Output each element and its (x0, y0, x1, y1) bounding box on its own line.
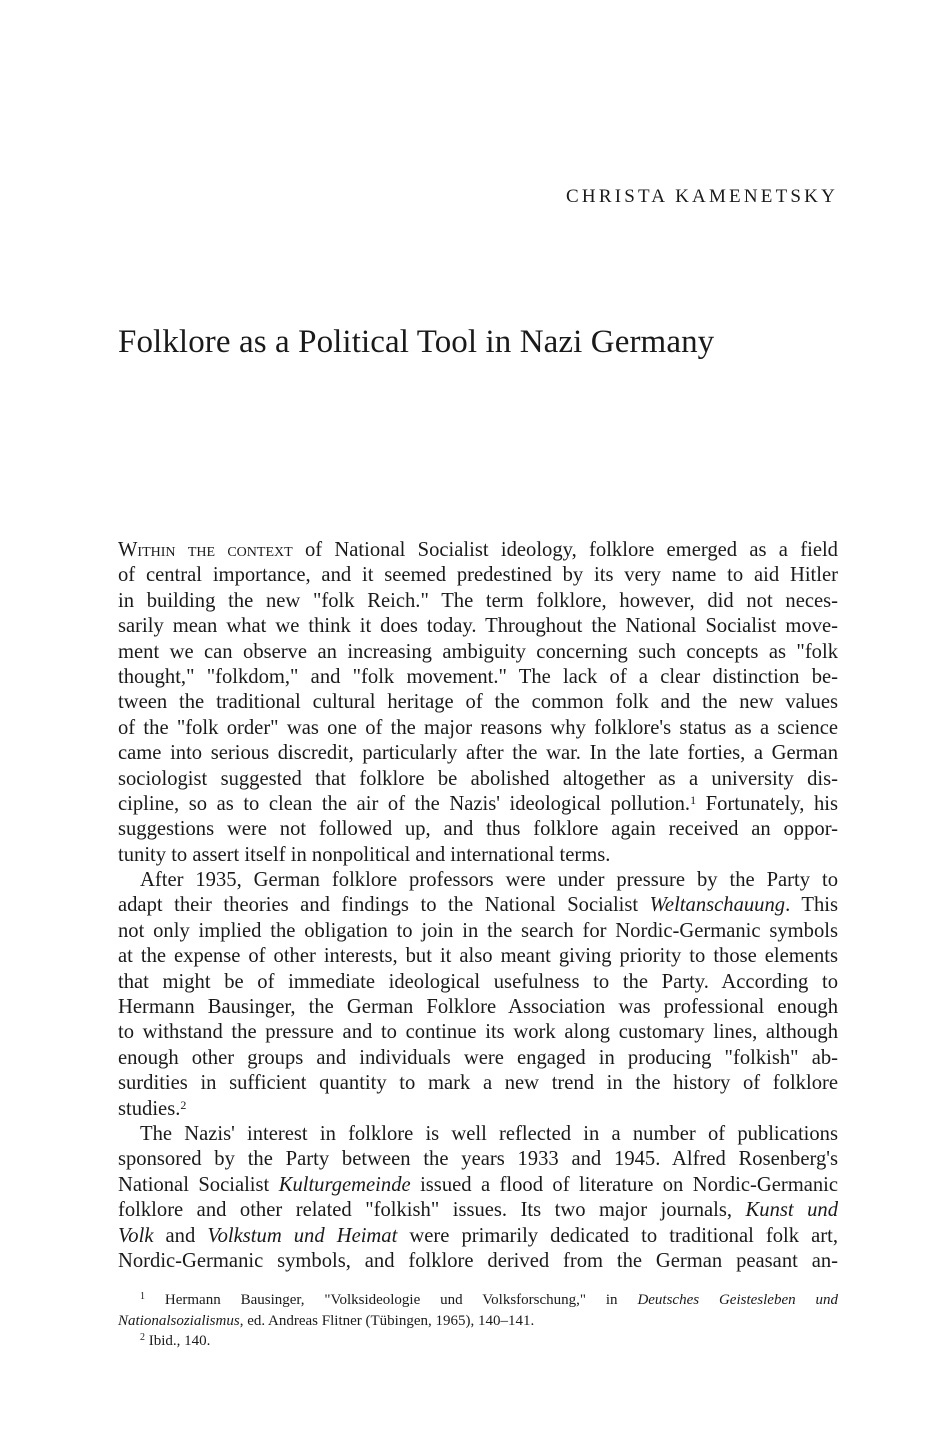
body-line (118, 893, 838, 918)
body-line (118, 1071, 838, 1096)
body-line (118, 919, 838, 944)
body-line (118, 640, 838, 665)
body-line (118, 538, 838, 563)
body-line (118, 1122, 838, 1147)
text-segment: issued a flood of literature on Nordic-Germanic (410, 1173, 839, 1196)
text-segment: sponsored by the Party between the years 1933 and 1945. Alfred Rosenberg's (118, 1148, 838, 1171)
body-line (118, 690, 838, 715)
text-segment: cipline, so as to clean the air of the Nazis' ideological pollution. (118, 792, 691, 815)
text-segment: Fortunately, his (696, 792, 838, 815)
text-segment: National Socialist (118, 1173, 279, 1196)
footnote-line (118, 1331, 838, 1352)
body-line (118, 868, 838, 893)
text-segment: adapt their theories and findings to the National Socialist (118, 894, 650, 917)
text-segment: Hermann Bausinger, "Volksideologie und Volksforschung," in (145, 1292, 638, 1308)
body-line (118, 716, 838, 741)
italic-text: Volk (118, 1224, 154, 1247)
body-line (118, 741, 838, 766)
footnote-marker: 2 (140, 1332, 145, 1343)
body-line (118, 1147, 838, 1172)
body-line (118, 944, 838, 969)
text-segment: . This (785, 894, 838, 917)
text-segment: sarily mean what we think it does today. Throughout the National Socialist move- (118, 615, 838, 638)
italic-text: Nationalsozialismus (118, 1312, 240, 1329)
italic-text: Volkstum und Heimat (207, 1224, 398, 1247)
italic-text: Kulturgemeinde (278, 1173, 411, 1196)
italic-text: Deutsches Geistesleben und (637, 1292, 838, 1308)
text-segment: surdities in sufficient quantity to mark a new trend in the history of folklore (118, 1072, 838, 1095)
body-line (118, 1097, 838, 1122)
body-line (118, 614, 838, 639)
body-line (118, 1173, 838, 1198)
body-line (118, 1198, 838, 1223)
text-segment: were primarily dedicated to traditional folk art, (397, 1224, 838, 1247)
small-caps-text: Within the context (118, 539, 293, 561)
author-name: CHRISTA KAMENETSKY (566, 186, 838, 207)
body-line (118, 1020, 838, 1045)
body-line (118, 817, 838, 842)
footnote-marker: 1 (690, 792, 697, 807)
text-segment: at the expense of other interests, but it also meant giving priority to those elements (118, 945, 838, 968)
footnote-line (118, 1311, 838, 1332)
text-segment: that might be of immediate ideological usefulness to the Party. According to (118, 970, 838, 993)
text-segment: , ed. Andreas Flitner (Tübingen, 1965), 140–141. (239, 1312, 535, 1329)
footnote-marker: 1 (140, 1291, 145, 1302)
text-segment: and (153, 1224, 208, 1247)
text-segment: tween the traditional cultural heritage of the common folk and the new values (118, 691, 838, 714)
text-segment: Nordic-Germanic symbols, and folklore derived from the German peasant an- (118, 1249, 838, 1272)
italic-text: Weltanschauung (649, 894, 786, 917)
body-line (118, 767, 838, 792)
body-line (118, 1224, 838, 1249)
footnote-marker: 2 (180, 1097, 187, 1112)
text-segment: came into serious discredit, particularly after the war. In the late forties, a German (118, 742, 838, 765)
text-segment: studies. (118, 1097, 181, 1120)
body-line (118, 1046, 838, 1071)
text-segment: Hermann Bausinger, the German Folklore Association was professional enough (118, 996, 838, 1019)
body-line (118, 1249, 838, 1274)
body-line (118, 995, 838, 1020)
text-segment: After 1935, German folklore professors were under pressure by the Party to (140, 869, 838, 892)
text-segment: in building the new "folk Reich." The term folklore, however, did not neces- (118, 589, 838, 612)
text-segment: not only implied the obligation to join in the search for Nordic-Germanic symbols (118, 919, 838, 942)
text-segment: ment we can observe an increasing ambiguity concerning such concepts as "folk (118, 640, 838, 663)
footnotes (118, 1290, 838, 1352)
text-segment: tunity to assert itself in nonpolitical and international terms. (118, 843, 611, 866)
body-line (118, 843, 838, 868)
text-segment: Ibid., 140. (145, 1333, 211, 1349)
text-segment: sociologist suggested that folklore be abolished altogether as a university dis- (118, 767, 838, 790)
body-line (118, 563, 838, 588)
text-segment: of National Socialist ideology, folklore emerged as a field (292, 539, 838, 561)
text-segment: to withstand the pressure and to continue its work along customary lines, although (118, 1021, 838, 1044)
text-segment: of central importance, and it seemed predestined by its very name to aid Hitler (118, 564, 838, 587)
text-segment: of the "folk order" was one of the major reasons why folklore's status as a science (118, 716, 838, 739)
text-segment: enough other groups and individuals were engaged in producing "folkish" ab- (118, 1046, 838, 1069)
text-segment: The Nazis' interest in folklore is well reflected in a number of publications (140, 1122, 838, 1145)
text-segment: suggestions were not followed up, and thus folklore again received an oppor- (118, 818, 838, 841)
italic-text: Kunst und (745, 1199, 838, 1222)
body-line (118, 665, 838, 690)
article-body (118, 538, 838, 1274)
body-line (118, 970, 838, 995)
footnote-line (118, 1290, 838, 1311)
text-segment: folklore and other related "folkish" issues. Its two major journals, (118, 1199, 746, 1222)
article-title: Folklore as a Political Tool in Nazi Germany (118, 324, 715, 360)
body-line (118, 792, 838, 817)
body-line (118, 589, 838, 614)
text-segment: thought," "folkdom," and "folk movement." The lack of a clear distinction be- (118, 665, 838, 688)
